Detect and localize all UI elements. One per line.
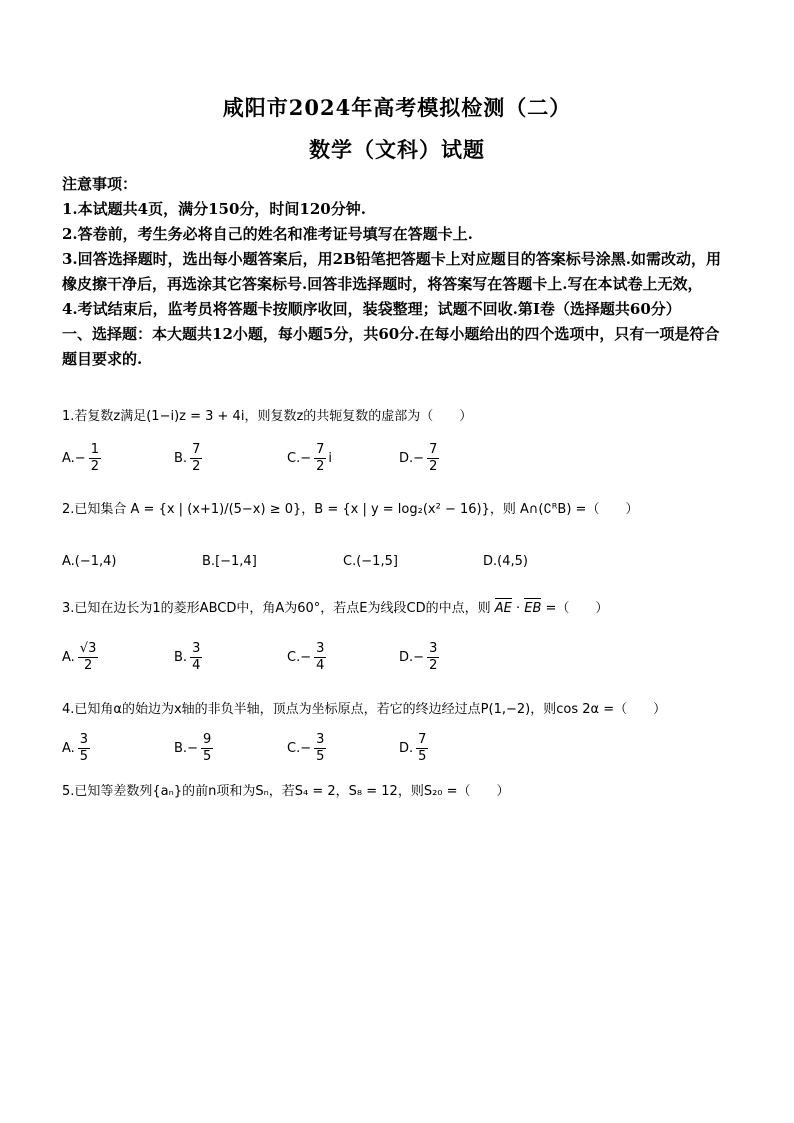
fraction-numerator: 1 bbox=[90, 441, 99, 457]
fraction-denominator: 5 bbox=[316, 748, 325, 764]
stem-text: =（ ） bbox=[541, 601, 609, 616]
option-label: B. bbox=[174, 740, 188, 756]
fraction-denominator: 2 bbox=[90, 458, 99, 474]
option-sign: − bbox=[413, 450, 425, 466]
fraction-numerator: 3 bbox=[429, 640, 438, 656]
fraction-numerator: √3 bbox=[79, 640, 97, 656]
option-b bbox=[202, 540, 257, 582]
option-sign: − bbox=[300, 649, 312, 665]
question-5-stem: 5.已知等差数列{aₙ}的前n项和为Sₙ，若S₄ = 2，S₈ = 12，则S₂₀ =（ ） bbox=[62, 784, 510, 799]
note-item: 2.答卷前，考生务必将自己的姓名和准考证号填写在答题卡上. bbox=[62, 225, 473, 243]
option-b bbox=[174, 437, 204, 479]
option-label: D. bbox=[399, 450, 414, 466]
option-suffix: i bbox=[328, 450, 333, 466]
option-label: A. bbox=[62, 553, 75, 569]
note-item: 1.本试题共4页，满分150分，时间120分钟. bbox=[62, 200, 366, 218]
fraction-denominator: 4 bbox=[316, 657, 325, 673]
question-1-stem: 1.若复数z满足(1−i)z = 3 + 4i，则复数z的共轭复数的虚部为（ ） bbox=[62, 409, 473, 424]
option-text: (−1,5] bbox=[356, 553, 398, 569]
question-2-stem: 2.已知集合 A = {x | (x+1)/(5−x) ≥ 0}，B = {x | y = log₂(x² − 16)}，则 A∩(∁ᴿB) =（ ） bbox=[62, 502, 639, 517]
option-d bbox=[483, 540, 528, 582]
option-label: A. bbox=[62, 649, 75, 665]
option-label: A. bbox=[62, 740, 75, 756]
option-text: [−1,4] bbox=[215, 553, 257, 569]
option-fraction bbox=[314, 641, 326, 674]
option-b bbox=[174, 727, 215, 769]
option-sign: − bbox=[187, 740, 198, 756]
fraction-numerator: 7 bbox=[418, 731, 427, 747]
option-label: D. bbox=[399, 649, 414, 665]
option-label: C. bbox=[287, 740, 301, 756]
option-label: B. bbox=[174, 649, 188, 665]
option-a bbox=[62, 437, 103, 479]
notes-section bbox=[62, 172, 734, 372]
option-sign: − bbox=[300, 450, 312, 466]
option-d bbox=[399, 636, 441, 678]
stem-text: 3.已知在边长为1的菱形ABCD中，角A为60°，若点E为线段CD的中点，则 bbox=[62, 601, 495, 616]
exam-subtitle: 数学（文科）试题 bbox=[309, 137, 485, 162]
option-label: C. bbox=[287, 450, 301, 466]
option-label: D. bbox=[399, 740, 414, 756]
fraction-denominator: 2 bbox=[429, 458, 438, 474]
option-text: (−1,4) bbox=[74, 553, 117, 569]
option-fraction bbox=[78, 641, 99, 674]
option-fraction bbox=[427, 641, 439, 674]
option-a bbox=[62, 636, 100, 678]
vector-ae: AE bbox=[494, 601, 512, 616]
fraction-numerator: 7 bbox=[316, 441, 325, 457]
option-text: (4,5) bbox=[497, 553, 528, 569]
fraction-denominator: 2 bbox=[83, 657, 93, 673]
fraction-numerator: 3 bbox=[316, 731, 325, 747]
option-c bbox=[287, 437, 332, 479]
fraction-numerator: 9 bbox=[202, 731, 212, 747]
option-d bbox=[399, 727, 430, 769]
question-4-options bbox=[62, 727, 742, 769]
option-label: C. bbox=[343, 553, 357, 569]
option-label: A. bbox=[62, 450, 75, 466]
fraction-denominator: 5 bbox=[79, 748, 89, 764]
option-d bbox=[399, 437, 441, 479]
question-1-options bbox=[62, 437, 742, 479]
option-sign: − bbox=[74, 450, 86, 466]
fraction-denominator: 4 bbox=[192, 657, 201, 673]
option-label: C. bbox=[287, 649, 301, 665]
option-fraction bbox=[78, 732, 90, 765]
fraction-numerator: 3 bbox=[316, 640, 325, 656]
exam-title: 咸阳市2024年高考模拟检测（二） bbox=[222, 95, 572, 120]
option-c bbox=[343, 540, 398, 582]
option-a bbox=[62, 540, 117, 582]
fraction-denominator: 5 bbox=[418, 748, 427, 764]
notes-heading: 注意事项： bbox=[62, 175, 138, 193]
question-3-options bbox=[62, 636, 742, 678]
option-b bbox=[174, 636, 204, 678]
fraction-numerator: 3 bbox=[192, 640, 201, 656]
fraction-denominator: 2 bbox=[192, 458, 201, 474]
option-fraction bbox=[427, 442, 439, 475]
question-2-options bbox=[62, 540, 742, 582]
question-3-stem bbox=[62, 597, 742, 616]
fraction-denominator: 2 bbox=[316, 458, 325, 474]
option-a bbox=[62, 727, 92, 769]
option-sign: − bbox=[413, 649, 425, 665]
fraction-denominator: 5 bbox=[202, 748, 212, 764]
option-fraction bbox=[314, 442, 326, 475]
option-fraction bbox=[314, 732, 326, 765]
fraction-numerator: 7 bbox=[192, 441, 201, 457]
note-item: 4.考试结束后，监考员将答题卡按顺序收回，装袋整理；试题不回收.第I卷（选择题共60分） bbox=[62, 300, 681, 318]
option-fraction bbox=[416, 732, 428, 765]
fraction-denominator: 2 bbox=[429, 657, 438, 673]
fraction-numerator: 7 bbox=[429, 441, 438, 457]
option-fraction bbox=[190, 641, 202, 674]
option-label: B. bbox=[202, 553, 216, 569]
dot-operator: · bbox=[511, 601, 525, 616]
option-label: B. bbox=[174, 450, 188, 466]
fraction-numerator: 3 bbox=[79, 731, 89, 747]
option-sign: − bbox=[300, 740, 312, 756]
vector-eb: EB bbox=[524, 601, 542, 616]
option-c bbox=[287, 727, 328, 769]
option-c bbox=[287, 636, 328, 678]
section-heading: 一、选择题：本大题共12小题，每小题5分，共60分.在每小题给出的四个选项中，只有一项是符合题目要求的. bbox=[62, 325, 720, 368]
option-fraction bbox=[89, 442, 101, 475]
option-fraction bbox=[190, 442, 202, 475]
note-item: 3.回答选择题时，选出每小题答案后，用2B铅笔把答题卡上对应题目的答案标号涂黑.如需改动，用橡皮擦干净后，再选涂其它答案标号.回答非选择题时，将答案写在答题卡上.写在本试卷上无效， bbox=[62, 250, 722, 293]
question-4-stem: 4.已知角α的始边为x轴的非负半轴，顶点为坐标原点，若它的终边经过点P(1,−2)，则cos 2α =（ ） bbox=[62, 702, 667, 717]
option-fraction bbox=[201, 732, 213, 765]
option-label: D. bbox=[483, 553, 498, 569]
